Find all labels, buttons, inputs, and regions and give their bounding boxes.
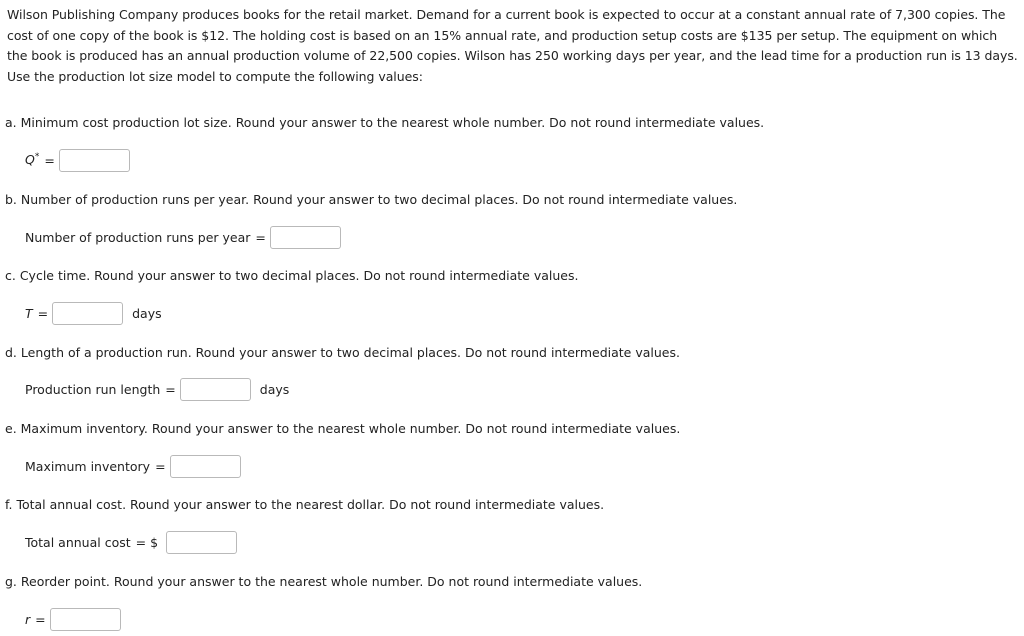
equals-sign: = [165, 381, 176, 397]
question-g-answer-row [25, 607, 121, 631]
question-a-prompt: a. Minimum cost production lot size. Round your answer to the nearest whole number. Do not round intermediate values. [5, 115, 765, 130]
question-f-answer-row [25, 530, 237, 554]
days-unit: days [132, 305, 162, 321]
maximum-inventory-label: Maximum inventory [25, 458, 151, 474]
question-e-answer-row [25, 454, 241, 478]
equals-sign: = [37, 305, 49, 321]
r-label: r [25, 611, 31, 627]
problem-statement: Wilson Publishing Company produces books for the retail market. Demand for a current book is expected to occur at a constant annual rate of 7,300 copies. The cost of one copy of the book is $12. The holding cost is based on an 15% annual rate, and production setup costs are $135 per setup. The equipment on which the book is produced has an annual production volume of 22,500 copies. Wilson has 250 working days per year, and the lead time for a production run is 13 days. Use the production lot size model to compute the following values: [7, 7, 1018, 84]
maximum-inventory-input[interactable] [170, 455, 241, 478]
total-annual-cost-label: Total annual cost [25, 534, 131, 550]
dollar-prefix: $ [150, 534, 159, 550]
equals-sign: = [35, 611, 46, 627]
runs-per-year-input[interactable] [270, 226, 341, 249]
equals-sign: = [135, 534, 147, 550]
question-a-answer-row [25, 148, 130, 172]
total-annual-cost-input[interactable] [166, 531, 237, 554]
runs-per-year-label: Number of production runs per year [25, 229, 251, 245]
cycle-time-input[interactable] [52, 302, 123, 325]
question-c-prompt: c. Cycle time. Round your answer to two decimal places. Do not round intermediate values. [5, 268, 579, 283]
question-c-answer-row [25, 301, 162, 325]
days-unit: days [259, 381, 290, 397]
reorder-point-input[interactable] [50, 608, 121, 631]
equals-sign: = [155, 458, 166, 474]
production-run-length-input[interactable] [180, 378, 251, 401]
question-d-answer-row [25, 377, 289, 401]
question-b-answer-row [25, 225, 341, 249]
question-g-prompt: g. Reorder point. Round your answer to the nearest whole number. Do not round intermediate values. [5, 574, 643, 589]
question-b-prompt: b. Number of production runs per year. Round your answer to two decimal places. Do not round intermediate values. [5, 192, 738, 207]
q-star-label: Q* [25, 152, 40, 168]
t-label: T [25, 305, 33, 321]
question-d-prompt: d. Length of a production run. Round your answer to two decimal places. Do not round intermediate values. [5, 345, 680, 360]
equals-sign: = [44, 152, 55, 168]
question-e-prompt: e. Maximum inventory. Round your answer to the nearest whole number. Do not round intermediate values. [5, 421, 681, 436]
production-run-length-label: Production run length [25, 381, 161, 397]
equals-sign: = [255, 229, 266, 245]
lot-size-input[interactable] [59, 149, 130, 172]
question-f-prompt: f. Total annual cost. Round your answer to the nearest dollar. Do not round intermediate values. [5, 497, 605, 512]
